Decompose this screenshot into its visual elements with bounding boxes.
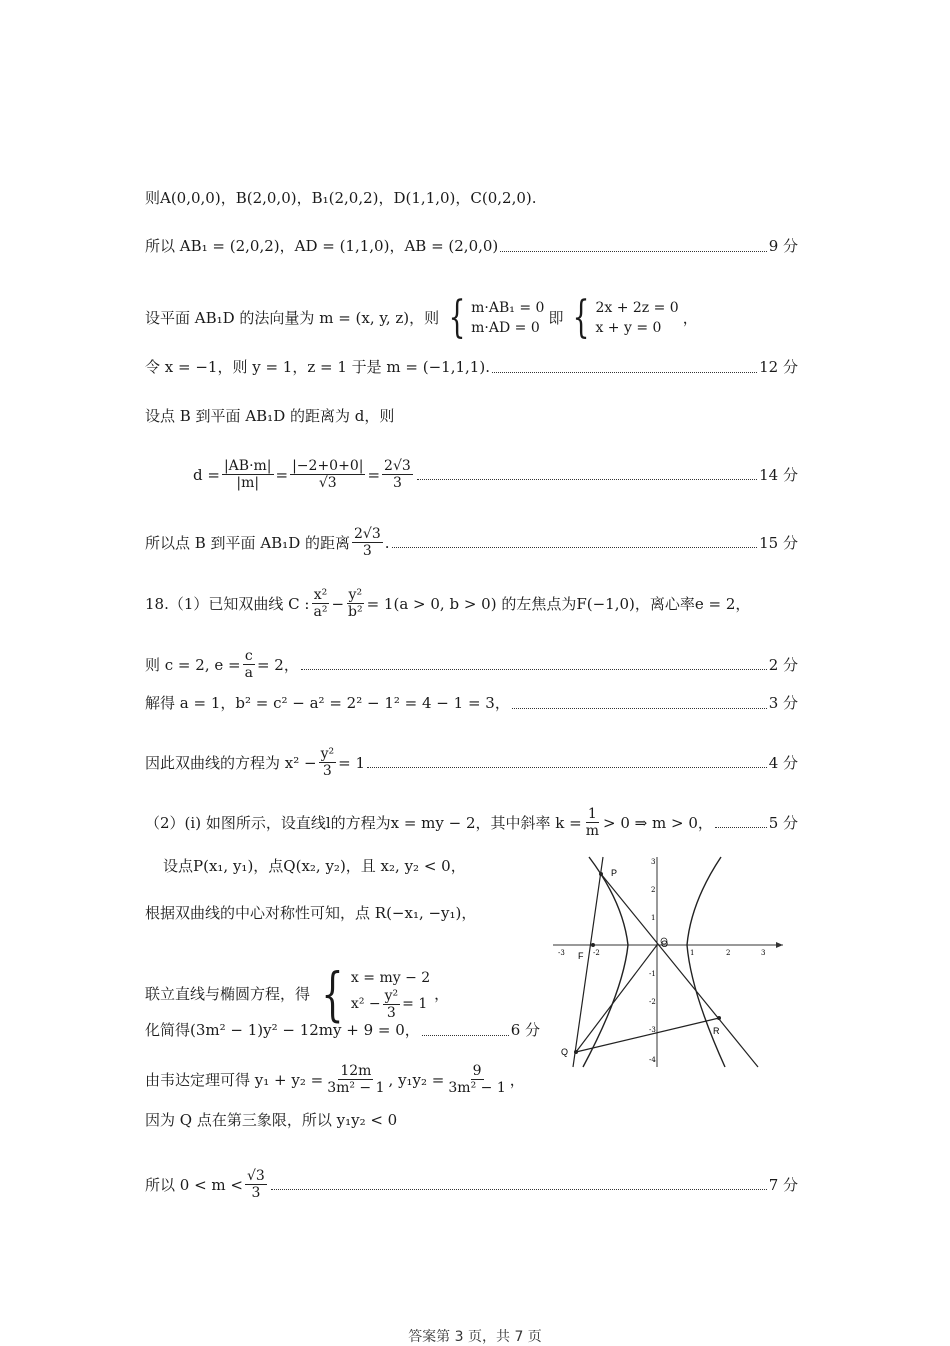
score: 3 分 <box>768 694 798 712</box>
fraction: $\frac{2√3}{3}$ <box>384 458 411 491</box>
score: 7 分 <box>768 1175 798 1194</box>
page-footer: 答案第 3 页，共 7 页 <box>408 1329 542 1345</box>
label-p: P <box>611 868 618 878</box>
line-c-e: 则 c = 2, e = $\frac{c}{a}$ = 2， 2 分 <box>145 648 798 681</box>
line-vectors: 所以 AB₁ = (2,0,2)，AD = (1,1,0)，AB = (2,0,0) 9 分 <box>145 237 798 255</box>
line-points-pq: 设点P(x₁, y₁)，点Q(x₂, y₂)，且 x₂, y₂ < 0， <box>163 857 466 875</box>
fraction: $\frac{1}{m}$ <box>585 806 599 839</box>
equation-system: { x = my − 2 x² − $\frac{\text{y²}}{3}$ = 1 <box>321 960 431 1028</box>
point-f <box>591 943 595 947</box>
point-p <box>599 872 603 876</box>
line-normal-result: 令 x = −1，则 y = 1，z = 1 于是 m = (−1,1,1). 12 分 <box>145 358 798 376</box>
line-vieta: 由韦达定理可得 y₁ + y₂ = $\frac{12m}{\text{3m² − 1}}$ , y₁y₂ = $\frac{9}{\text{3m² − 1}}$ ， <box>145 1063 525 1096</box>
equation-system: { 2x + 2z = 0 x + y = 0 <box>573 292 679 343</box>
dot-leader <box>367 767 767 768</box>
x-tick-label: 2 <box>726 949 731 957</box>
score: 9 分 <box>768 237 798 255</box>
label-r: R <box>713 1026 720 1036</box>
score: 5 分 <box>768 813 798 832</box>
fraction: $\frac{\text{x²}}{\text{a²}}$ <box>313 587 328 620</box>
fraction: $\frac{c}{a}$ <box>244 648 253 681</box>
fraction: $\frac{12m}{\text{3m² − 1}}$ <box>327 1063 385 1096</box>
dot-leader <box>392 547 758 548</box>
y-tick-label: -2 <box>649 998 656 1006</box>
y-tick-label: 2 <box>651 886 656 894</box>
x-tick-label: -2 <box>593 949 600 957</box>
y-tick-label: 1 <box>651 914 656 922</box>
hyperbola-graph <box>553 852 783 1072</box>
dot-leader <box>492 372 757 373</box>
fraction: $\frac{9}{\text{3m² − 1}}$ <box>448 1063 506 1096</box>
equation-system: { m·AB₁ = 0 m·AD = 0 <box>448 292 545 343</box>
y-tick-label: -1 <box>649 970 656 978</box>
x-tick-label: 1 <box>690 949 695 957</box>
x-axis-arrow <box>776 942 783 948</box>
line-part2-line-eq: （2）(i) 如图所示，设直线l的方程为x = my − 2，其中斜率 k = $\frac{1}{m}$ > 0 ⇒ m > 0， 5 分 <box>145 806 798 839</box>
hyperbola-left-branch <box>583 857 628 1067</box>
fraction: $\frac{√3}{3}$ <box>246 1168 265 1201</box>
dot-leader <box>422 1035 509 1036</box>
score: 14 分 <box>759 465 798 484</box>
fraction: $\frac{\text{y²}}{3}$ <box>320 746 335 779</box>
point-r <box>717 1016 721 1020</box>
dot-leader <box>715 827 767 828</box>
fraction: $\frac{|-2+0+0|}{√3}$ <box>292 458 364 491</box>
score: 12 分 <box>759 358 798 376</box>
label-o: O <box>661 939 669 949</box>
y-tick-label: -4 <box>649 1056 656 1064</box>
dot-leader <box>417 479 757 480</box>
line-distance-result: 所以点 B 到平面 AB₁D 的距离 $\frac{2√3}{3}$ . 15 分 <box>145 526 798 559</box>
label-q: Q <box>561 1047 569 1057</box>
line-system: 联立直线与椭圆方程，得 { x = my − 2 x² − $\frac{\text{y²}}{3}$ = 1 ， <box>145 960 450 1028</box>
score: 4 分 <box>768 753 798 772</box>
line-hyperbola-eq: 因此双曲线的方程为 x² − $\frac{\text{y²}}{3}$ = 1 4 分 <box>145 746 798 779</box>
dot-leader <box>301 669 767 670</box>
line-distance-intro: 设点 B 到平面 AB₁D 的距离为 d，则 <box>145 407 395 425</box>
line-simplified: 化简得(3m² − 1)y² − 12my + 9 = 0， 6 分 <box>145 1021 540 1039</box>
fraction: $\frac{|AB\cdot m|}{|m|}$ <box>223 458 272 491</box>
score: 15 分 <box>759 533 798 552</box>
score: 6 分 <box>510 1021 540 1039</box>
fraction: $\frac{\text{y²}}{\text{b²}}$ <box>348 587 363 620</box>
line-q18-statement: 18.（1）已知双曲线 C : $\frac{\text{x²}}{\text{a²}}$ − $\frac{\text{y²}}{\text{b²}}$ = 1(a > 0, b > 0) 的左焦点为F(−1,0)，离心率e = 2， <box>145 587 751 620</box>
y-tick-label: 3 <box>651 858 656 866</box>
dot-leader <box>271 1189 767 1190</box>
dot-leader <box>512 708 767 709</box>
label-f: F <box>578 951 584 961</box>
line-symmetry: 根据双曲线的中心对称性可知，点 R(−x₁, −y₁)， <box>145 904 477 922</box>
line-normal-vector: 设平面 AB₁D 的法向量为 m = (x, y, z)，则 { m·AB₁ = 0 m·AD = 0 即 { 2x + 2z = 0 x + y = 0 ， <box>145 292 698 343</box>
y-tick-label: -3 <box>649 1026 656 1034</box>
fraction: $\frac{\text{y²}}{3}$ <box>384 987 399 1021</box>
point-q <box>574 1050 578 1054</box>
line-coordinates: 则A(0,0,0)，B(2,0,0)，B₁(2,0,2)，D(1,1,0)，C(0,2,0). <box>145 189 537 207</box>
x-tick-label: -3 <box>558 949 565 957</box>
line-pr <box>601 874 758 1067</box>
fraction: $\frac{2√3}{3}$ <box>354 526 381 559</box>
line-distance-formula: d = $\frac{|AB\cdot m|}{|m|}$ = $\frac{|-2+0+0|}{√3}$ = $\frac{2√3}{3}$ 14 分 <box>193 458 798 491</box>
score: 2 分 <box>768 655 798 674</box>
dot-leader <box>500 251 766 252</box>
line-third-quadrant: 因为 Q 点在第三象限，所以 y₁y₂ < 0 <box>145 1111 398 1129</box>
line-solve-a-b: 解得 a = 1，b² = c² − a² = 2² − 1² = 4 − 1 = 3， 3 分 <box>145 694 798 712</box>
line-m-range: 所以 0 < m < $\frac{√3}{3}$ 7 分 <box>145 1168 798 1201</box>
x-tick-label: 3 <box>761 949 766 957</box>
